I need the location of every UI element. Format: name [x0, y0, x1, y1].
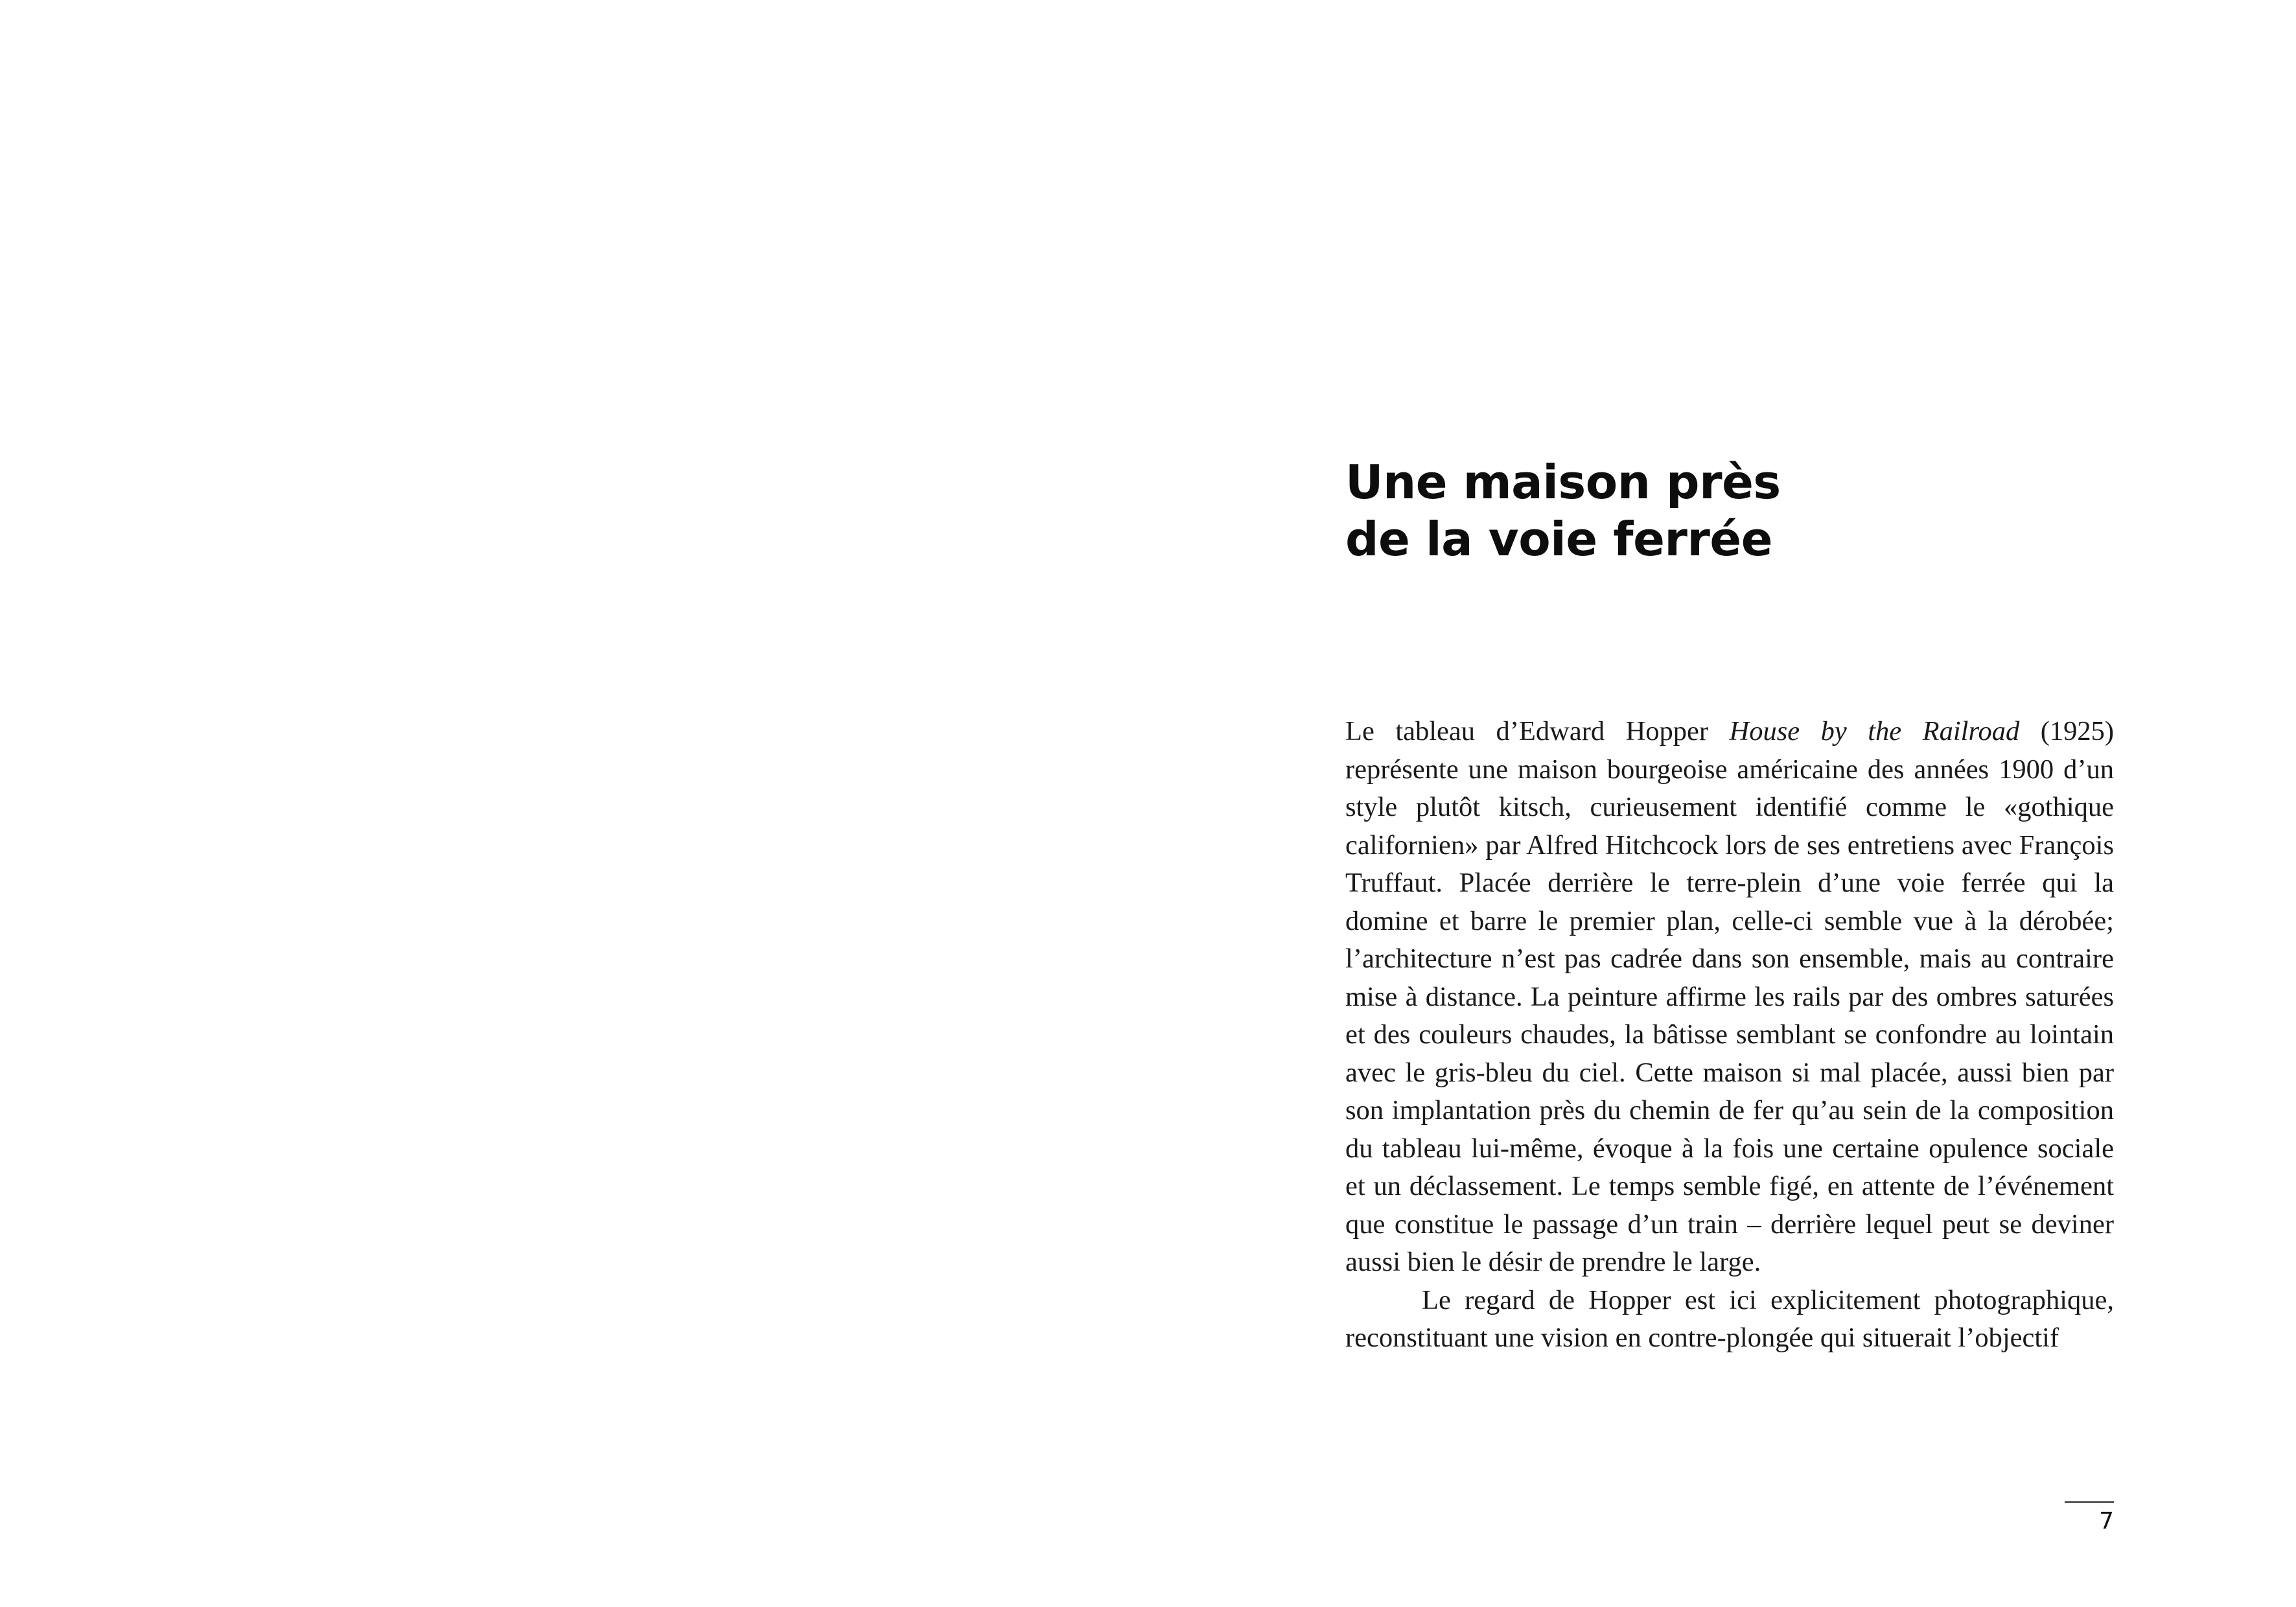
painting-title: House by the Railroad: [1729, 716, 2020, 746]
paragraph-2: Le regard de Hopper est ici explicitement photographique, reconstituant une vision en contre-plongée qui situerait l’objectif: [1345, 1284, 2114, 1353]
paragraph-1-rest: (1925) représente une maison bourgeoise américaine des années 1900 d’un style plutôt kitsch, curieusement identifié comme le «gothique californien» par Alfred Hitchcock lors de ses entretiens avec François Truffaut. Placée derrière le terre-plein d’une voie ferrée qui la domine et barre le premier plan, celle-ci semble vue à la dérobée; l’architecture n’est pas cadrée dans son ensemble, mais au contraire mise à distance. La peinture affirme les rails par des ombres saturées et des couleurs chaudes, la bâtisse semblant se confondre au lointain avec le gris-bleu du ciel. Cette maison si mal placée, aussi bien par son implantation près du chemin de fer qu’au sein de la composition du tableau lui-même, évoque à la fois une certaine opulence sociale et un déclassement. Le temps semble figé, en attente de l’événement que constitue le passage d’un train – derrière lequel peut se deviner aussi bien le désir de prendre le large.: [1345, 716, 2115, 1277]
paragraph-1-intro: Le tableau d’Edward Hopper: [1345, 716, 1730, 746]
chapter-title-line-1: Une maison près: [1345, 455, 1781, 509]
right-page: [1148, 0, 2296, 1607]
folio-rule: [2065, 1501, 2114, 1503]
page-number: 7: [2099, 1508, 2114, 1534]
chapter-title: [1345, 454, 1929, 568]
chapter-title-line-2: de la voie ferrée: [1345, 512, 1773, 566]
paragraph-1: [1345, 713, 2114, 1282]
body-text: [1345, 713, 2114, 1358]
